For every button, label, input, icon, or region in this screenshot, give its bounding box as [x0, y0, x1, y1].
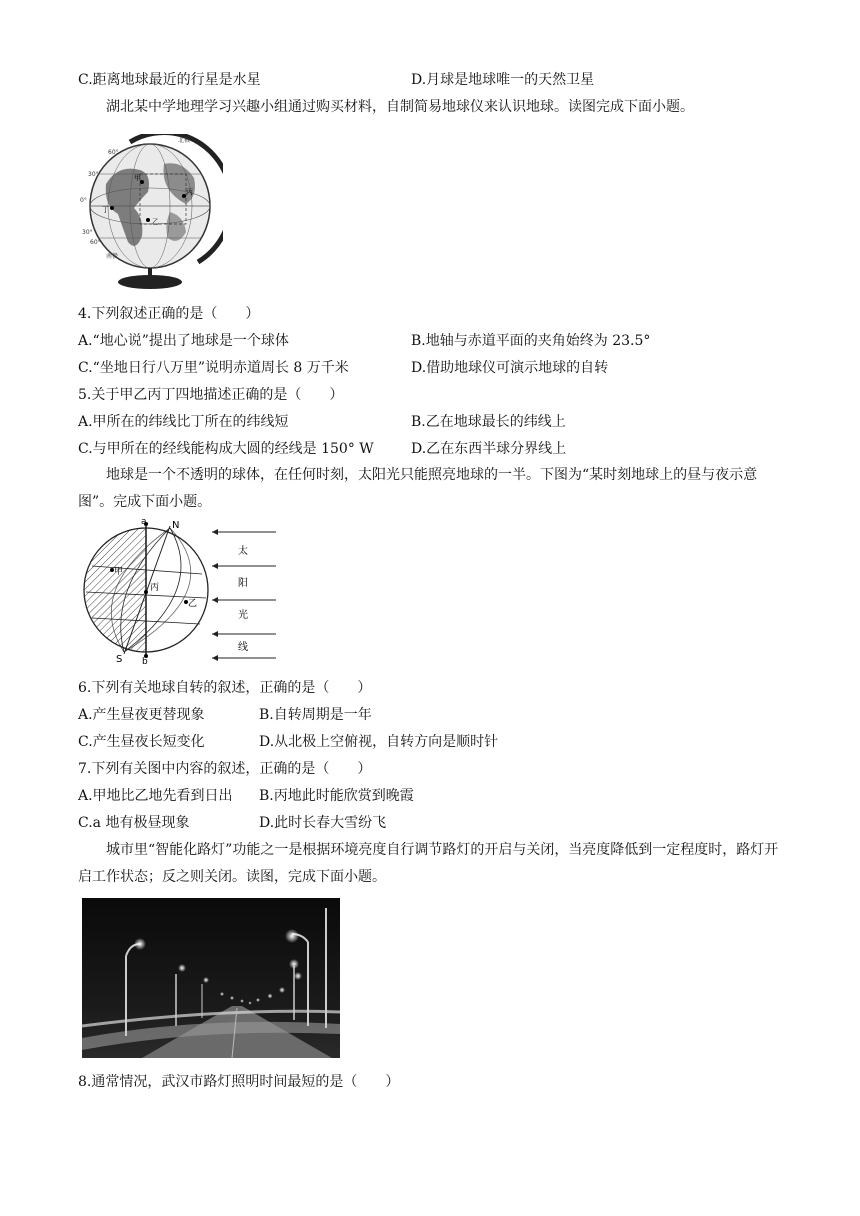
- q7-option-b: B.丙地此时能欣赏到晚霞: [259, 788, 414, 804]
- q6-option-a: A.产生昼夜更替现象: [78, 707, 205, 723]
- sun-text-1: 太: [238, 546, 248, 557]
- lat-30s-label: 30°: [82, 229, 93, 236]
- lat-30n-label: 30°: [88, 171, 99, 178]
- label-yi: 乙: [188, 599, 198, 609]
- q7-option-a: A.甲地比乙地先看到日出: [78, 788, 233, 804]
- globe-figure: [78, 134, 223, 294]
- q6-option-b: B.自转周期是一年: [259, 707, 372, 723]
- q5-option-d: D.乙在东西半球分界线上: [411, 441, 567, 457]
- q4-stem: 4.下列叙述正确的是（ ）: [78, 306, 260, 322]
- q8-stem: 8.通常情况，武汉市路灯照明时间最短的是（ ）: [78, 1074, 400, 1090]
- q3-option-d: D.月球是地球唯一的天然卫星: [411, 72, 595, 88]
- label-bing: 丙: [150, 583, 160, 593]
- sun-text-3: 光: [238, 610, 248, 621]
- q5-option-a: A.甲所在的纬线比丁所在的纬线短: [78, 414, 289, 430]
- streetlight-photo: [82, 898, 340, 1058]
- q6-option-c: C.产生昼夜长短变化: [78, 734, 205, 750]
- q4-option-d: D.借助地球仪可演示地球的自转: [411, 360, 609, 376]
- globe-point-jia: 甲: [134, 174, 141, 182]
- globe-point-ding: 丁: [102, 206, 109, 214]
- q5-stem: 5.关于甲乙丙丁四地描述正确的是（ ）: [78, 387, 344, 403]
- q4-option-c: C.“坐地日行八万里”说明赤道周长 8 万千米: [78, 360, 349, 376]
- intro-streetlight-passage: 城市里“智能化路灯”功能之一是根据环境亮度自行调节路灯的开启与关闭，当亮度降低到一定程度时，路灯开启工作状态；反之则关闭。读图，完成下面小题。: [78, 842, 779, 885]
- q4-option-b: B.地轴与赤道平面的夹角始终为 23.5°: [411, 333, 651, 349]
- lat-0-label: 0°: [80, 197, 87, 204]
- label-n: N: [172, 520, 180, 531]
- q6-stem: 6.下列有关地球自转的叙述，正确的是（ ）: [78, 680, 372, 696]
- intro-globe-passage: 湖北某中学地理学习兴趣小组通过购买材料，自制简易地球仪来认识地球。读图完成下面小题。: [106, 99, 694, 115]
- q7-option-d: D.此时长春大雪纷飞: [259, 815, 387, 831]
- north-pole-label: 北极: [178, 137, 191, 144]
- q7-stem: 7.下列有关图中内容的叙述，正确的是（ ）: [78, 761, 372, 777]
- q7-option-c: C.a 地有极昼现象: [78, 815, 190, 831]
- q6-option-d: D.从北极上空俯视，自转方向是顺时针: [259, 734, 499, 750]
- label-s: S: [116, 654, 123, 665]
- lat-60n-label: 60°: [108, 149, 119, 156]
- label-b: b: [142, 657, 148, 666]
- daynight-figure: [78, 518, 278, 666]
- label-jia: 甲: [114, 567, 124, 577]
- south-pole-label: 南极: [106, 253, 119, 260]
- lat-60s-label: 60°: [90, 239, 101, 246]
- night-road-illustration: [82, 898, 340, 1058]
- q4-option-a: A.“地心说”提出了地球是一个球体: [78, 333, 289, 349]
- intro-daynight-passage: 地球是一个不透明的球体，在任何时刻，太阳光只能照亮地球的一半。下图为“某时刻地球上的昼与夜示意图”。完成下面小题。: [78, 467, 758, 510]
- globe-illustration: [78, 134, 223, 294]
- daynight-diagram: [78, 518, 278, 666]
- globe-point-bing: 丙: [186, 188, 193, 196]
- sun-text-2: 阳: [238, 578, 248, 589]
- q3-option-c: C.距离地球最近的行星是水星: [78, 72, 261, 88]
- label-a: a: [141, 518, 147, 527]
- q5-option-c: C.与甲所在的经线能构成大圆的经线是 150° W: [78, 441, 374, 457]
- q5-option-b: B.乙在地球最长的纬线上: [411, 414, 566, 430]
- sun-text-4: 线: [238, 642, 248, 653]
- globe-point-yi: 乙: [152, 218, 159, 226]
